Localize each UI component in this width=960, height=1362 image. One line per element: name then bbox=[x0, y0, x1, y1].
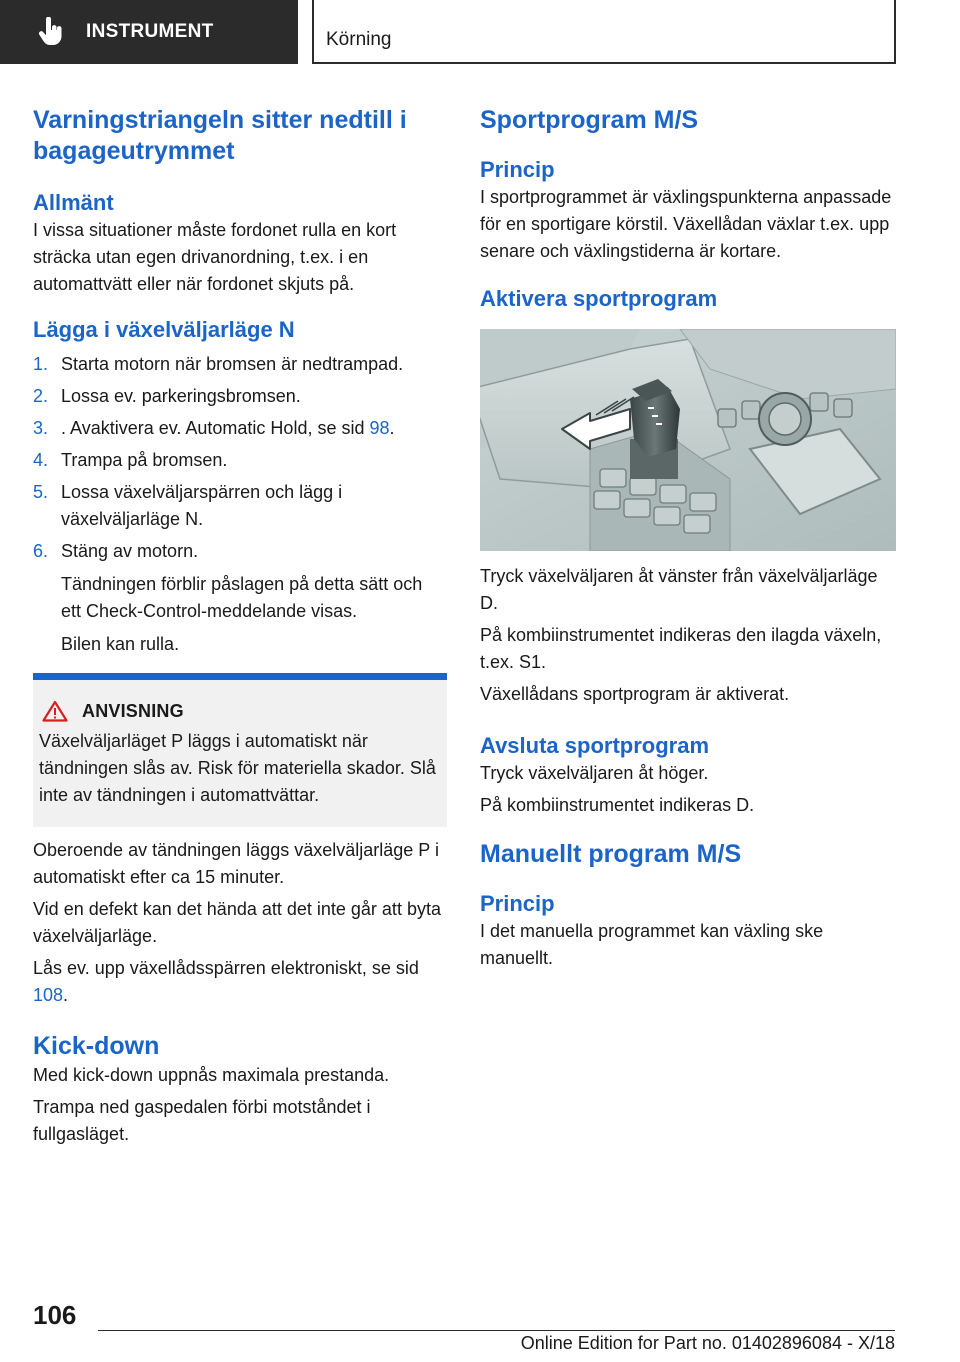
list-item: 3. . Avaktivera ev. Automatic Hold, se sid 98. bbox=[33, 415, 447, 442]
notice-title: ANVISNING bbox=[82, 700, 184, 721]
notice-header bbox=[39, 700, 439, 722]
footer-divider bbox=[98, 1330, 895, 1331]
page-header bbox=[0, 0, 960, 66]
page-ref-link[interactable]: 108 bbox=[33, 985, 64, 1005]
section-title: Varningstriangeln sitter nedtill i bagageutrymmet bbox=[33, 106, 407, 165]
paragraph: På kombiinstrumentet indikeras D. bbox=[480, 795, 755, 815]
step-number: 6. bbox=[33, 541, 49, 561]
step-text: Starta motorn när bromsen är nedtrampad. bbox=[61, 354, 404, 374]
general-heading: Allmänt bbox=[33, 190, 114, 215]
paragraph: På kombiinstrumentet indikeras den ilagda växeln, t.ex. S1. bbox=[480, 625, 882, 672]
step-text: . Avaktivera ev. Automatic Hold, se sid bbox=[61, 418, 370, 438]
step-text: Lossa växelväljarspärren och lägg i växelväljarläge N. bbox=[61, 482, 343, 529]
page-ref-link[interactable]: 98 bbox=[369, 418, 390, 438]
list-item bbox=[33, 447, 447, 474]
section-tab-label: INSTRUMENT bbox=[86, 21, 214, 42]
neutral-heading: Lägga i växelväljarläge N bbox=[33, 317, 295, 342]
warning-triangle-icon bbox=[42, 700, 68, 722]
sport-title: Sportprogram M/S bbox=[480, 106, 699, 134]
principle-text: I det manuella programmet kan växling ske manuellt. bbox=[480, 921, 824, 968]
hand-pointer-icon bbox=[38, 17, 64, 47]
chapter-frame bbox=[312, 0, 896, 64]
gear-selector-photo bbox=[480, 329, 896, 551]
kickdown-heading: Kick-down bbox=[33, 1032, 160, 1060]
step-subtext: Tändningen förblir påslagen på detta sätt och ett Check-Control-meddelande visas. bbox=[61, 574, 423, 621]
step-number: 1. bbox=[33, 354, 49, 374]
principle-text: I sportprogrammet är växlingspunkterna anpassade för en sportigare körstil. Växellådan växlar t.ex. upp senare och växlingstiderna är kortare. bbox=[480, 187, 892, 261]
principle-heading: Princip bbox=[480, 891, 555, 916]
footer-edition: Online Edition for Part no. 01402896084 - X/18 bbox=[520, 1333, 895, 1353]
paragraph: Tryck växelväljaren åt vänster från växelväljarläge D. bbox=[480, 566, 878, 613]
notice-box bbox=[33, 673, 447, 827]
paragraph: Oberoende av tändningen läggs växelväljarläge P i automatiskt efter ca 15 minuter. bbox=[33, 840, 439, 887]
paragraph: Växellådans sportprogram är aktiverat. bbox=[480, 684, 790, 704]
list-item bbox=[33, 538, 447, 658]
right-column bbox=[480, 100, 896, 972]
step-text: Stäng av motorn. bbox=[61, 541, 199, 561]
step-number: 3. bbox=[33, 418, 49, 438]
deactivate-heading: Avsluta sportprogram bbox=[480, 733, 710, 758]
list-item bbox=[33, 479, 447, 533]
chapter-title: Körning bbox=[326, 29, 392, 50]
paragraph: Vid en defekt kan det hända att det inte går att byta växelväljarläge. bbox=[33, 899, 441, 946]
principle-heading: Princip bbox=[480, 157, 555, 182]
kickdown-text: Med kick-down uppnås maximala prestanda. bbox=[33, 1065, 390, 1085]
paragraph: Tryck växelväljaren åt höger. bbox=[480, 763, 709, 783]
activate-heading: Aktivera sportprogram bbox=[480, 286, 718, 311]
left-column bbox=[33, 100, 447, 1148]
step-subtext: Bilen kan rulla. bbox=[61, 634, 180, 654]
notice-text: Växelväljarläget P läggs i automatiskt när tändningen slås av. Risk för materiella skador. Slå inte av tändningen i automattvättar. bbox=[39, 731, 436, 805]
list-item bbox=[33, 383, 447, 410]
general-text: I vissa situationer måste fordonet rulla en kort sträcka utan egen drivanordning, t.ex. i en automattvätt eller när fordonet skjuts på. bbox=[33, 220, 397, 294]
neutral-steps-list bbox=[33, 351, 447, 658]
list-item bbox=[33, 351, 447, 378]
step-number: 4. bbox=[33, 450, 49, 470]
page-number: 106 bbox=[33, 1300, 77, 1330]
section-tab[interactable] bbox=[0, 0, 298, 64]
step-number: 2. bbox=[33, 386, 49, 406]
step-text: Lossa ev. parkeringsbromsen. bbox=[61, 386, 301, 406]
kickdown-text: Trampa ned gaspedalen förbi motståndet i fullgasläget. bbox=[33, 1097, 371, 1144]
step-number: 5. bbox=[33, 482, 49, 502]
step-text: Trampa på bromsen. bbox=[61, 450, 228, 470]
paragraph: Lås ev. upp växellådsspärren elektroniskt, se sid 108. bbox=[33, 958, 419, 1005]
manual-title: Manuellt program M/S bbox=[480, 840, 742, 868]
